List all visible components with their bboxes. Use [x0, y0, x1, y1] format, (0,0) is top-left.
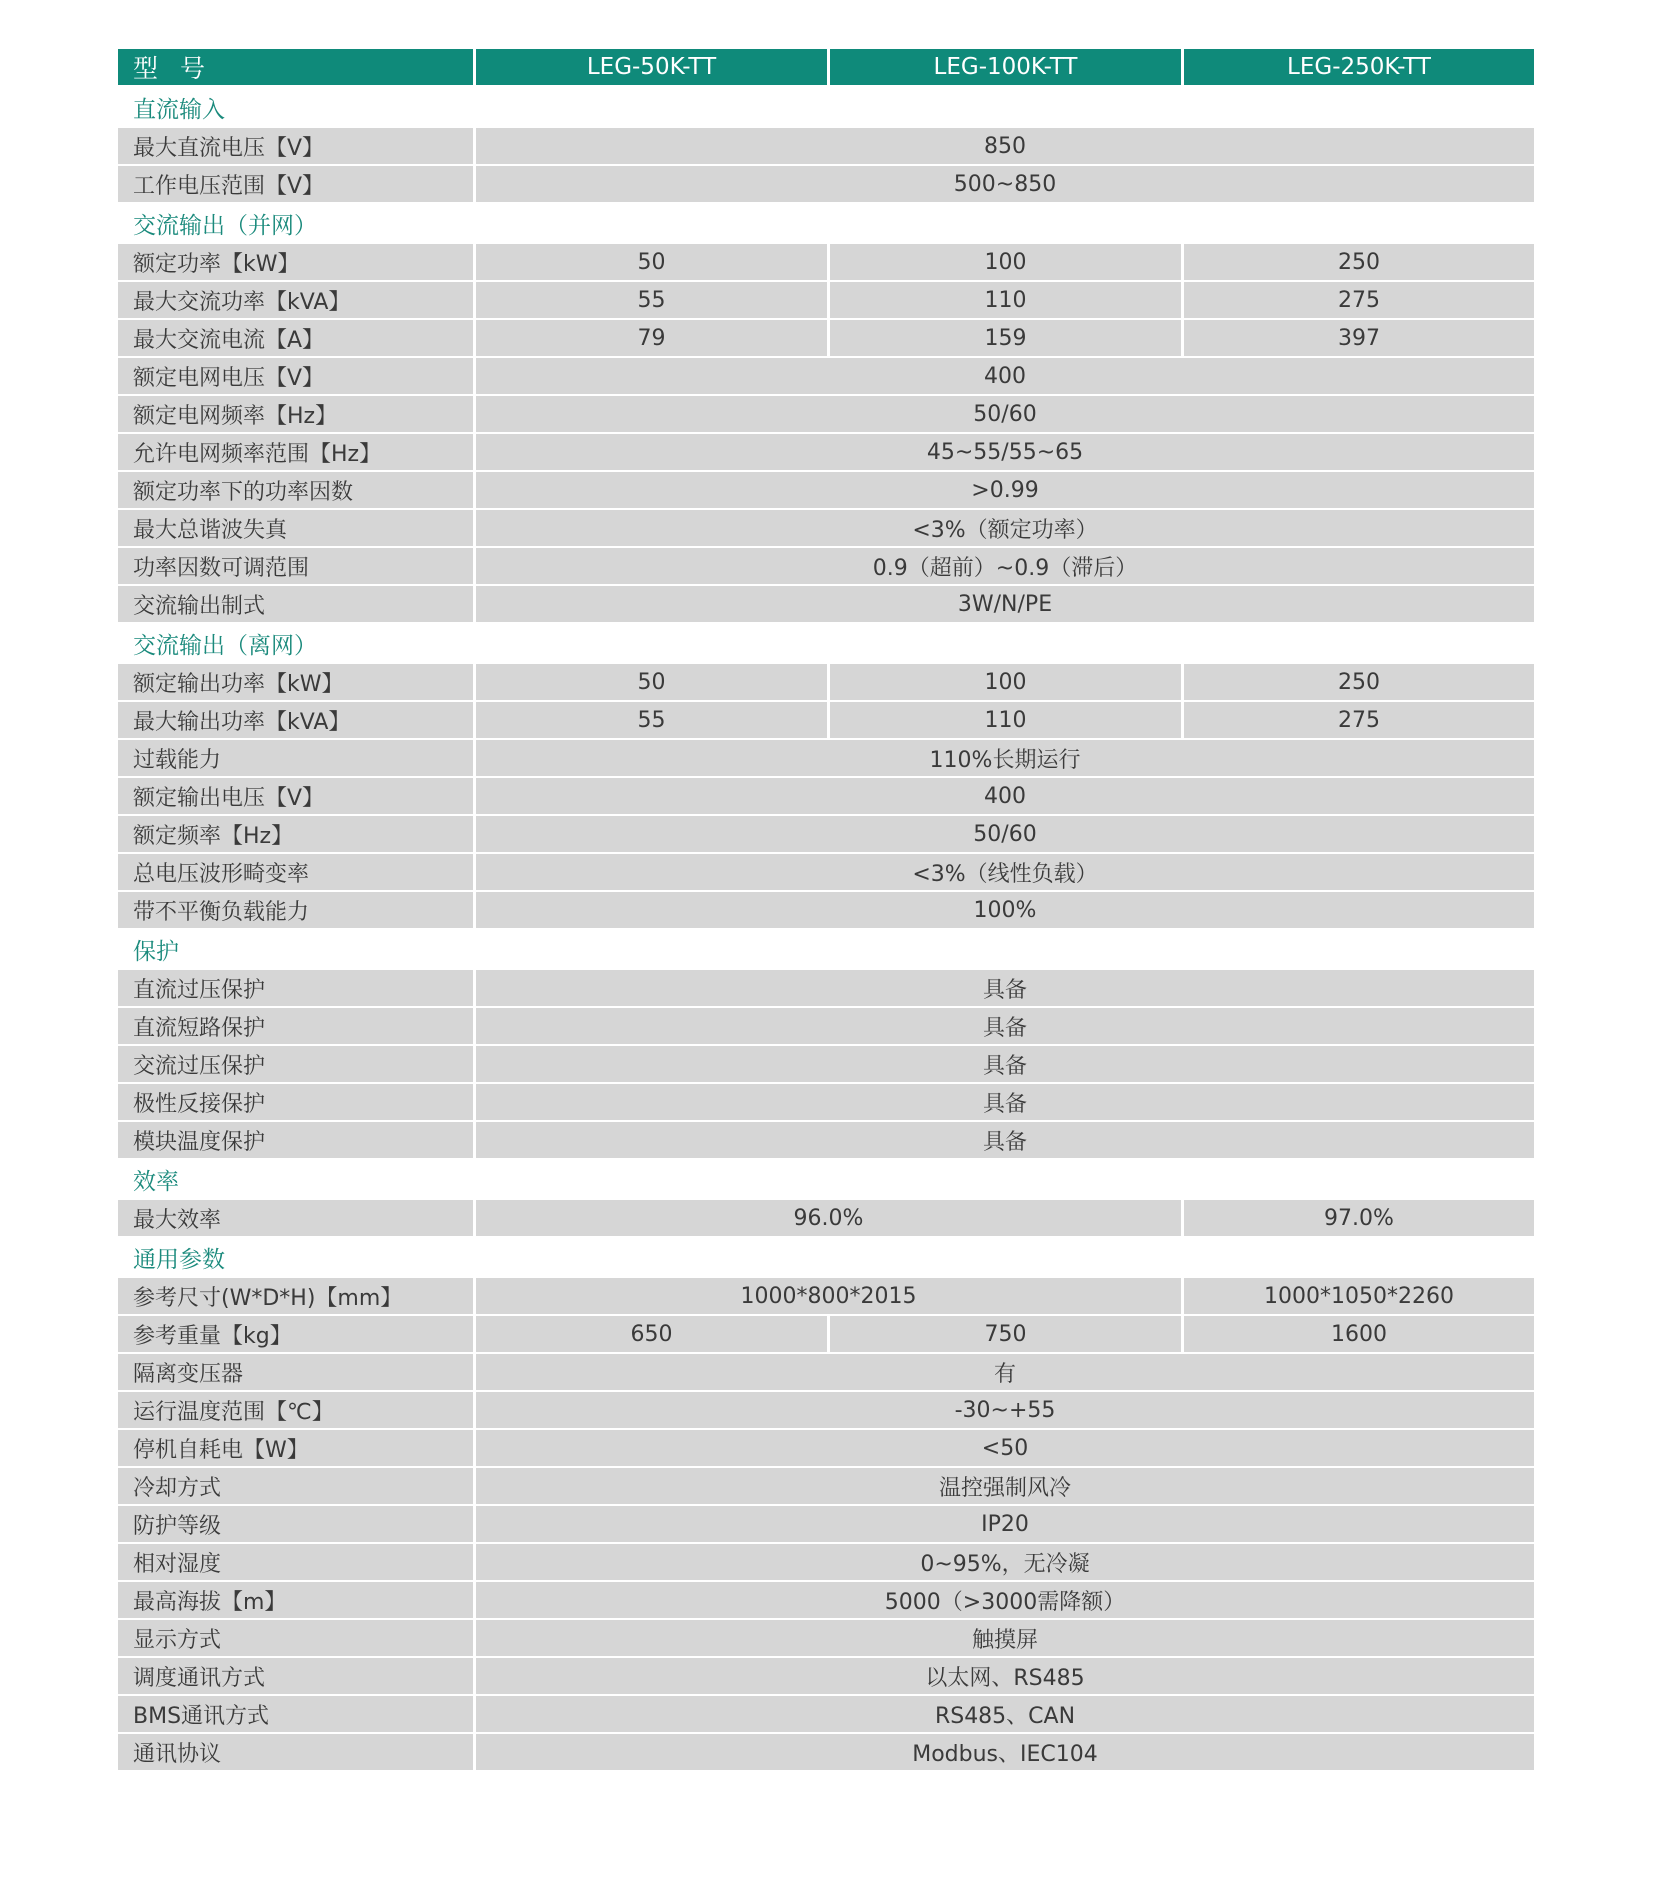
header-row	[118, 49, 1534, 88]
row-value: <3%（额定功率）	[473, 510, 1534, 548]
row-label: 最大交流功率【kVA】	[118, 282, 473, 320]
row-label: 额定电网电压【V】	[118, 358, 473, 396]
table-row	[118, 434, 1534, 472]
table-row	[118, 778, 1534, 816]
row-value: 110%长期运行	[473, 740, 1534, 778]
spec-body	[118, 88, 1534, 1772]
row-label: 运行温度范围【℃】	[118, 1392, 473, 1430]
section-title: 交流输出（离网）	[118, 624, 1534, 664]
table-row	[118, 1122, 1534, 1160]
row-value: <3%（线性负载）	[473, 854, 1534, 892]
row-label: 冷却方式	[118, 1468, 473, 1506]
row-value: 1600	[1181, 1316, 1534, 1354]
row-value: 具备	[473, 1122, 1534, 1160]
table-row	[118, 548, 1534, 586]
row-label: 功率因数可调范围	[118, 548, 473, 586]
row-value: 具备	[473, 1084, 1534, 1122]
row-value: 1000*1050*2260	[1181, 1278, 1534, 1316]
row-label: 参考重量【kg】	[118, 1316, 473, 1354]
table-row	[118, 740, 1534, 778]
section-header-row	[118, 1238, 1534, 1278]
row-value: 以太网、RS485	[473, 1658, 1534, 1696]
row-value: 110	[827, 702, 1181, 740]
row-label: 交流输出制式	[118, 586, 473, 624]
row-value: 100%	[473, 892, 1534, 930]
row-value: 110	[827, 282, 1181, 320]
row-value: 有	[473, 1354, 1534, 1392]
table-row	[118, 1582, 1534, 1620]
table-row	[118, 320, 1534, 358]
row-value: 3W/N/PE	[473, 586, 1534, 624]
row-value: 275	[1181, 282, 1534, 320]
row-value: 159	[827, 320, 1181, 358]
section-title: 效率	[118, 1160, 1534, 1200]
row-label: 额定频率【Hz】	[118, 816, 473, 854]
row-value: 50/60	[473, 396, 1534, 434]
row-value: 100	[827, 244, 1181, 282]
table-row	[118, 1468, 1534, 1506]
row-value: 79	[473, 320, 827, 358]
table-row	[118, 1658, 1534, 1696]
table-row	[118, 892, 1534, 930]
row-label: 直流短路保护	[118, 1008, 473, 1046]
section-header-row	[118, 624, 1534, 664]
row-label: 参考尺寸(W*D*H)【mm】	[118, 1278, 473, 1316]
row-value: 400	[473, 778, 1534, 816]
row-value: 275	[1181, 702, 1534, 740]
section-header-row	[118, 88, 1534, 128]
row-label: 交流过压保护	[118, 1046, 473, 1084]
table-row	[118, 1392, 1534, 1430]
table-row	[118, 586, 1534, 624]
model-header: LEG-100K-TT	[827, 49, 1181, 88]
row-label: 隔离变压器	[118, 1354, 473, 1392]
row-value: 0.9（超前）~0.9（滞后）	[473, 548, 1534, 586]
row-label: BMS通讯方式	[118, 1696, 473, 1734]
spec-table	[118, 49, 1534, 1772]
row-value: 5000（>3000需降额）	[473, 1582, 1534, 1620]
row-value: Modbus、IEC104	[473, 1734, 1534, 1772]
table-row	[118, 1544, 1534, 1582]
table-row	[118, 1084, 1534, 1122]
table-row	[118, 1506, 1534, 1544]
row-label: 总电压波形畸变率	[118, 854, 473, 892]
table-row	[118, 1734, 1534, 1772]
row-value: 650	[473, 1316, 827, 1354]
table-row	[118, 128, 1534, 166]
table-row	[118, 1620, 1534, 1658]
table-row	[118, 166, 1534, 204]
row-value: RS485、CAN	[473, 1696, 1534, 1734]
section-title: 直流输入	[118, 88, 1534, 128]
table-row	[118, 1046, 1534, 1084]
row-label: 工作电压范围【V】	[118, 166, 473, 204]
row-value: 55	[473, 282, 827, 320]
row-label: 最大交流电流【A】	[118, 320, 473, 358]
row-value: 400	[473, 358, 1534, 396]
row-value: 96.0%	[473, 1200, 1181, 1238]
section-title: 保护	[118, 930, 1534, 970]
row-label: 最大直流电压【V】	[118, 128, 473, 166]
table-row	[118, 1696, 1534, 1734]
row-label: 额定输出功率【kW】	[118, 664, 473, 702]
section-header-row	[118, 204, 1534, 244]
row-value: 850	[473, 128, 1534, 166]
row-label: 最高海拔【m】	[118, 1582, 473, 1620]
row-value: 50	[473, 244, 827, 282]
section-header-row	[118, 1160, 1534, 1200]
row-label: 额定输出电压【V】	[118, 778, 473, 816]
row-label: 调度通讯方式	[118, 1658, 473, 1696]
row-label: 允许电网频率范围【Hz】	[118, 434, 473, 472]
row-value: -30~+55	[473, 1392, 1534, 1430]
row-label: 停机自耗电【W】	[118, 1430, 473, 1468]
row-label: 过载能力	[118, 740, 473, 778]
row-label: 模块温度保护	[118, 1122, 473, 1160]
row-value: >0.99	[473, 472, 1534, 510]
row-value: 具备	[473, 1046, 1534, 1084]
model-label: 型号	[118, 49, 473, 88]
row-label: 防护等级	[118, 1506, 473, 1544]
table-row	[118, 1008, 1534, 1046]
row-value: 55	[473, 702, 827, 740]
row-label: 直流过压保护	[118, 970, 473, 1008]
row-label: 最大输出功率【kVA】	[118, 702, 473, 740]
table-row	[118, 702, 1534, 740]
row-value: 具备	[473, 970, 1534, 1008]
section-title: 通用参数	[118, 1238, 1534, 1278]
row-label: 相对湿度	[118, 1544, 473, 1582]
row-label: 额定功率下的功率因数	[118, 472, 473, 510]
section-title: 交流输出（并网）	[118, 204, 1534, 244]
row-value: 250	[1181, 244, 1534, 282]
row-value: IP20	[473, 1506, 1534, 1544]
row-value: 97.0%	[1181, 1200, 1534, 1238]
row-value: 45~55/55~65	[473, 434, 1534, 472]
row-label: 额定电网频率【Hz】	[118, 396, 473, 434]
row-label: 极性反接保护	[118, 1084, 473, 1122]
row-label: 最大效率	[118, 1200, 473, 1238]
row-value: 0~95%，无冷凝	[473, 1544, 1534, 1582]
table-row	[118, 970, 1534, 1008]
row-value: 50/60	[473, 816, 1534, 854]
table-row	[118, 1278, 1534, 1316]
row-value: 50	[473, 664, 827, 702]
table-row	[118, 1354, 1534, 1392]
row-value: <50	[473, 1430, 1534, 1468]
row-value: 100	[827, 664, 1181, 702]
row-label: 额定功率【kW】	[118, 244, 473, 282]
table-row	[118, 358, 1534, 396]
table-row	[118, 396, 1534, 434]
row-value: 500~850	[473, 166, 1534, 204]
table-row	[118, 244, 1534, 282]
table-row	[118, 816, 1534, 854]
row-value: 250	[1181, 664, 1534, 702]
section-header-row	[118, 930, 1534, 970]
row-label: 通讯协议	[118, 1734, 473, 1772]
row-value: 温控强制风冷	[473, 1468, 1534, 1506]
row-value: 触摸屏	[473, 1620, 1534, 1658]
row-value: 750	[827, 1316, 1181, 1354]
model-header: LEG-50K-TT	[473, 49, 827, 88]
table-row	[118, 854, 1534, 892]
row-value: 具备	[473, 1008, 1534, 1046]
row-value: 1000*800*2015	[473, 1278, 1181, 1316]
row-label: 最大总谐波失真	[118, 510, 473, 548]
table-row	[118, 1200, 1534, 1238]
row-value: 397	[1181, 320, 1534, 358]
table-row	[118, 1316, 1534, 1354]
model-header: LEG-250K-TT	[1181, 49, 1534, 88]
table-row	[118, 510, 1534, 548]
table-row	[118, 1430, 1534, 1468]
table-row	[118, 664, 1534, 702]
row-label: 显示方式	[118, 1620, 473, 1658]
table-row	[118, 472, 1534, 510]
row-label: 带不平衡负载能力	[118, 892, 473, 930]
table-row	[118, 282, 1534, 320]
